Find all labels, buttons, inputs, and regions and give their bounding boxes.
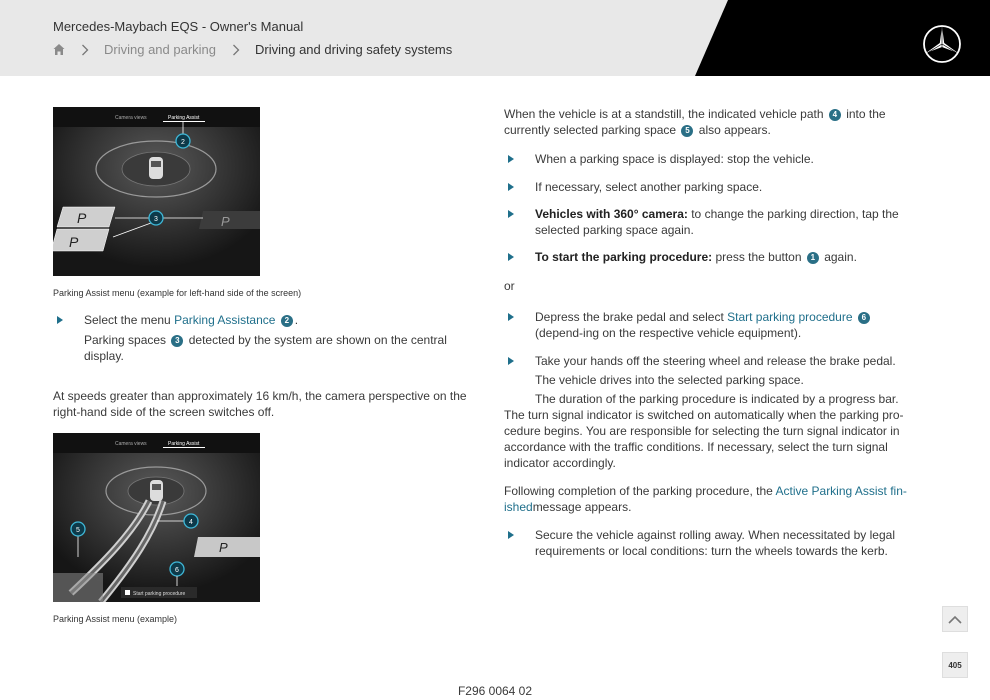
chevron-right-icon bbox=[232, 44, 240, 56]
step-bullet-icon bbox=[508, 531, 514, 539]
standstill-intro: When the vehicle is at a standstill, the indicated vehicle path 4 into the currently selected parking space 5 also appears. bbox=[504, 107, 886, 137]
breadcrumb-link-driving-and-parking[interactable]: Driving and parking bbox=[104, 42, 217, 57]
progress-bar-note: The duration of the parking procedure is indicated by a progress bar. bbox=[535, 392, 899, 406]
active-parking-assist-finished-link[interactable]: Active Parking Assist fin-ished bbox=[504, 484, 907, 514]
vehicle-drives-note: The vehicle drives into the selected parking space. bbox=[535, 373, 804, 387]
step-bullet-icon bbox=[57, 316, 63, 324]
step-bullet-icon bbox=[508, 183, 514, 191]
step-360-camera: Vehicles with 360° camera: to change the parking direction, tap the selected parking space again. bbox=[535, 207, 899, 237]
step-select-another-space: If necessary, select another parking space. bbox=[535, 180, 763, 194]
start-parking-procedure-link[interactable]: Start parking procedure bbox=[727, 310, 853, 324]
parking-spaces-note: Parking spaces 3 detected by the system are shown on the central display. bbox=[84, 333, 447, 363]
breadcrumb-current: Driving and driving safety systems bbox=[255, 42, 453, 57]
speed-note: At speeds greater than approximately 16 km/h, the camera perspective on the right-hand side of the screen switches off. bbox=[53, 389, 467, 419]
header-bar bbox=[0, 0, 990, 76]
vehicle-icon bbox=[150, 480, 163, 501]
figure-2-caption: Parking Assist menu (example) bbox=[53, 614, 178, 624]
turn-signal-note: The turn signal indicator is switched on automatically when the parking pro-cedure begins. You are responsible for selecting the turn signal indicator in accordance with the traffic conditions. If necessary, select the turn signal indicator accordingly. bbox=[504, 408, 904, 470]
home-icon[interactable] bbox=[53, 43, 65, 56]
start-parking-procedure-label: Start parking procedure bbox=[133, 591, 186, 597]
callout-6: 6 bbox=[175, 567, 179, 574]
callout-2: 2 bbox=[281, 315, 293, 327]
figure-1-caption: Parking Assist menu (example for left-hand side of the screen) bbox=[53, 288, 302, 298]
callout-6: 6 bbox=[858, 312, 870, 324]
manual-title: Mercedes-Maybach EQS - Owner's Manual bbox=[53, 19, 304, 34]
step-start-parking: To start the parking procedure: press the button 1 again. bbox=[535, 250, 857, 264]
tab-camera-views: Camera views bbox=[115, 441, 147, 447]
page-number-button[interactable]: 405 bbox=[942, 652, 968, 678]
chevron-up-icon bbox=[948, 615, 962, 624]
step-bullet-icon bbox=[508, 155, 514, 163]
callout-3: 3 bbox=[171, 335, 183, 347]
parking-assistance-link[interactable]: Parking Assistance bbox=[174, 313, 276, 327]
callout-5: 5 bbox=[76, 527, 80, 534]
parking-space-letter: P bbox=[77, 210, 87, 226]
chevron-right-icon bbox=[81, 44, 89, 56]
parking-assist-figure-1 bbox=[53, 107, 260, 276]
breadcrumb bbox=[53, 42, 452, 57]
parking-space-letter: P bbox=[221, 214, 230, 229]
step-bullet-icon bbox=[508, 357, 514, 365]
callout-5: 5 bbox=[681, 125, 693, 137]
callout-3: 3 bbox=[154, 216, 158, 223]
step-bullet-icon bbox=[508, 253, 514, 261]
step-hands-off: Take your hands off the steering wheel and release the brake pedal. bbox=[535, 354, 896, 368]
step-stop-vehicle: When a parking space is displayed: stop the vehicle. bbox=[535, 152, 814, 166]
step-secure-vehicle: Secure the vehicle against rolling away. When necessitated by legal requirements or local conditions: turn the wheels towards the kerb. bbox=[535, 528, 895, 558]
callout-4: 4 bbox=[829, 109, 841, 121]
or-separator: or bbox=[504, 279, 515, 293]
vehicle-icon bbox=[149, 157, 163, 179]
callout-4: 4 bbox=[189, 519, 193, 526]
tab-parking-assist: Parking Assist bbox=[168, 115, 200, 121]
parking-assist-figure-2 bbox=[53, 433, 260, 602]
tab-parking-assist: Parking Assist bbox=[168, 441, 200, 447]
step-bullet-icon bbox=[508, 210, 514, 218]
completion-message-note: Following completion of the parking procedure, the Active Parking Assist fin-ishedmessage appears. bbox=[504, 484, 907, 514]
step-bullet-icon bbox=[508, 313, 514, 321]
step-brake-pedal: Depress the brake pedal and select Start parking procedure 6 (depend-ing on the respective vehicle equipment). bbox=[535, 309, 915, 341]
callout-2: 2 bbox=[181, 139, 185, 146]
parking-space-letter: P bbox=[219, 540, 228, 555]
step-select-menu: Select the menu Parking Assistance 2 . bbox=[84, 313, 299, 327]
scroll-to-top-button[interactable] bbox=[942, 606, 968, 632]
mercedes-star-logo[interactable] bbox=[921, 23, 963, 65]
tab-camera-views: Camera views bbox=[115, 115, 147, 121]
figure-code: F296 0064 02 bbox=[457, 684, 533, 698]
callout-1: 1 bbox=[807, 252, 819, 264]
parking-space-letter: P bbox=[69, 234, 79, 250]
